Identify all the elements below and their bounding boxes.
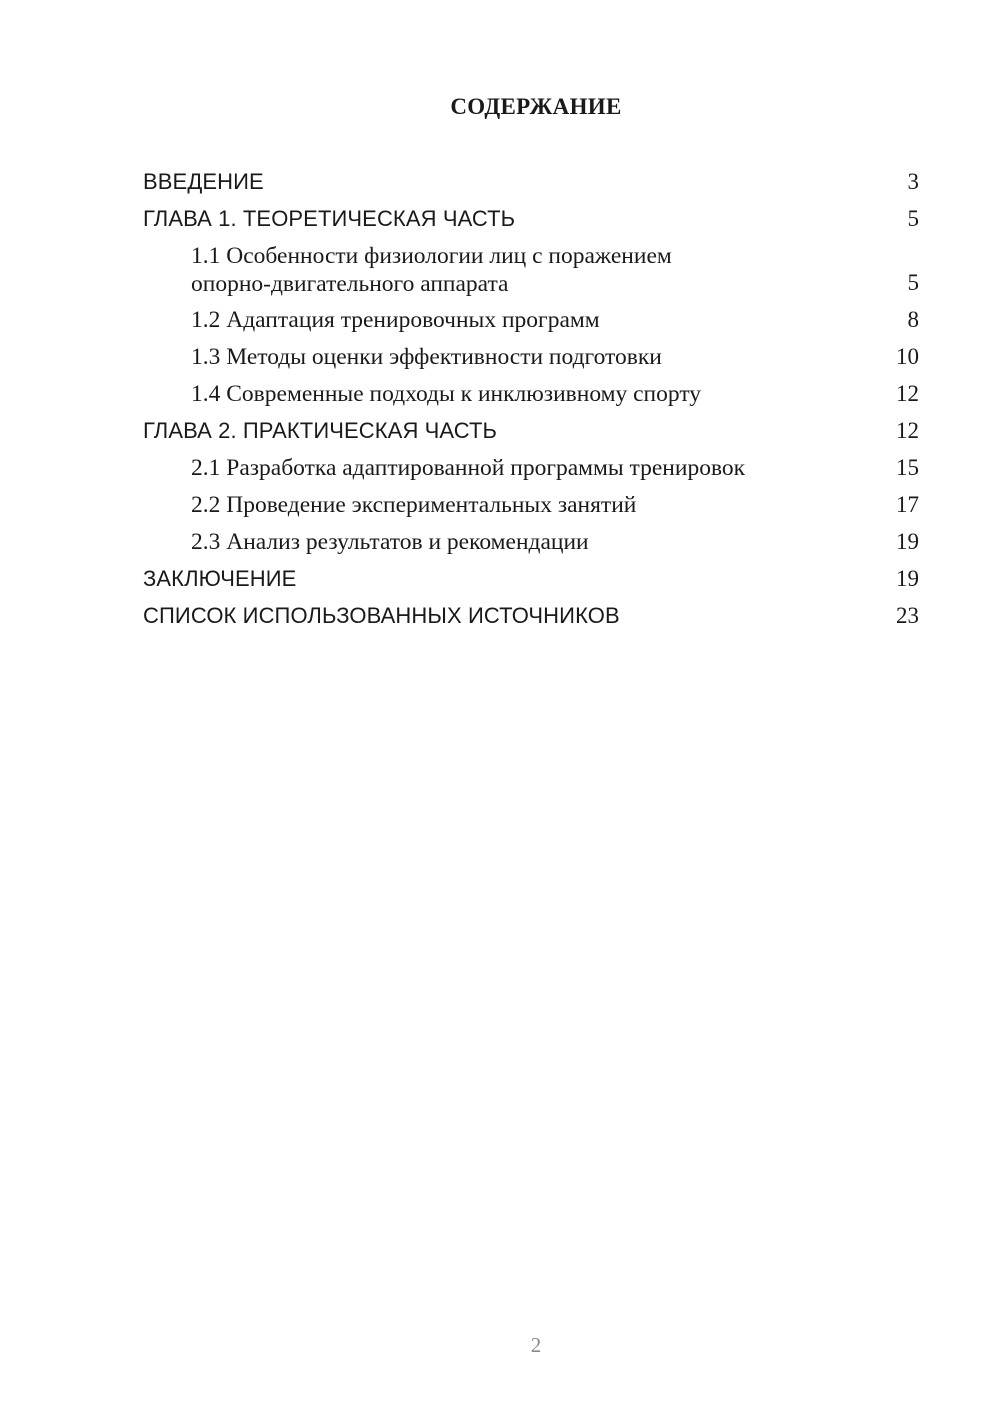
- toc-entry-references[interactable]: [143, 602, 919, 639]
- toc-entry-label: 1.2 Адаптация тренировочных программ: [191, 307, 600, 333]
- toc-entry-page: 19: [896, 529, 919, 554]
- toc-entry-page: 12: [896, 381, 919, 406]
- toc-title: СОДЕРЖАНИЕ: [450, 94, 622, 119]
- toc-entry-page: 5: [907, 270, 919, 295]
- toc-entry-page: 5: [907, 206, 919, 231]
- toc-entry-section-2-2[interactable]: [143, 491, 919, 528]
- toc-entry-label: ЗАКЛЮЧЕНИЕ: [143, 566, 297, 591]
- toc-entry-section-2-3[interactable]: [143, 528, 919, 565]
- toc-entry-label: СПИСОК ИСПОЛЬЗОВАННЫХ ИСТОЧНИКОВ: [143, 603, 620, 628]
- toc-entry-label: 2.3 Анализ результатов и рекомендации: [191, 529, 589, 555]
- toc-entry-label: ГЛАВА 2. ПРАКТИЧЕСКАЯ ЧАСТЬ: [143, 418, 498, 443]
- page-number: 2: [530, 1333, 542, 1357]
- toc-entry-section-1-1[interactable]: [143, 242, 919, 306]
- toc-entry-section-1-3[interactable]: [143, 343, 919, 380]
- toc-entry-introduction[interactable]: [143, 168, 919, 205]
- toc-entry-label: ГЛАВА 1. ТЕОРЕТИЧЕСКАЯ ЧАСТЬ: [143, 206, 516, 231]
- toc-entry-chapter-2[interactable]: [143, 417, 919, 454]
- toc-entry-label: 1.1 Особенности физиологии лиц с поражением: [191, 243, 672, 269]
- toc-entry-label: 1.4 Современные подходы к инклюзивному спорту: [191, 381, 702, 407]
- toc-entry-page: 23: [896, 603, 919, 628]
- toc-entry-page: 3: [907, 169, 919, 194]
- toc-entry-page: 17: [896, 492, 919, 517]
- toc-entry-page: 15: [896, 455, 919, 480]
- toc-entry-section-1-2[interactable]: [143, 306, 919, 343]
- toc-entry-page: 19: [896, 566, 919, 591]
- toc-entry-page: 12: [896, 418, 919, 443]
- toc-entry-conclusion[interactable]: [143, 565, 919, 602]
- toc-entry-label: 1.3 Методы оценки эффективности подготовки: [191, 344, 662, 370]
- toc-entry-label: ВВЕДЕНИЕ: [143, 169, 264, 194]
- toc-entry-label: 2.1 Разработка адаптированной программы тренировок: [191, 455, 746, 481]
- toc-entry-section-2-1[interactable]: [143, 454, 919, 491]
- toc-entry-page: 8: [907, 307, 919, 332]
- toc-entry-label-continued: опорно-двигательного аппарата: [191, 271, 509, 297]
- toc-entry-label: 2.2 Проведение экспериментальных занятий: [191, 492, 637, 518]
- toc-entry-chapter-1[interactable]: [143, 205, 919, 242]
- toc-entry-page: 10: [896, 344, 919, 369]
- toc-entry-section-1-4[interactable]: [143, 380, 919, 417]
- table-of-contents: [143, 168, 919, 639]
